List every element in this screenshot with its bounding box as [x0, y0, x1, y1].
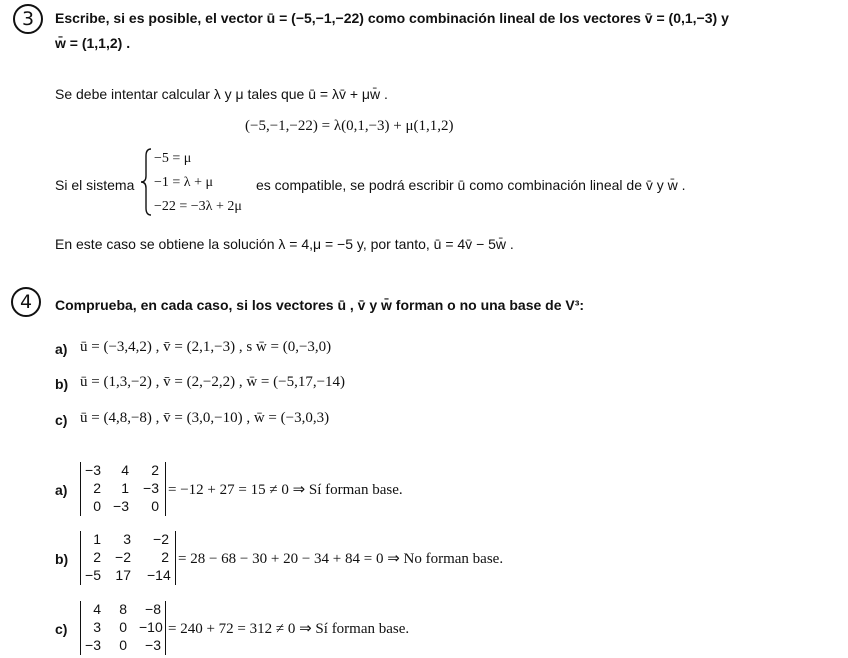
- det-b-cell: 3: [123, 531, 131, 547]
- det-c-cell: −10: [139, 619, 163, 635]
- ex3-equation-center: (−5,−1,−22) = λ(0,1,−3) + μ(1,1,2): [245, 118, 454, 134]
- det-a-cell: −3: [143, 480, 159, 496]
- det-b-cell: 1: [93, 531, 101, 547]
- det-b-label: b): [55, 551, 69, 567]
- det-a-cell: 0: [151, 498, 159, 514]
- det-a-label: a): [55, 482, 68, 498]
- det-c-cell: 3: [93, 619, 101, 635]
- ex4-item-c-label: c): [55, 412, 68, 428]
- det-b-cell: −14: [147, 567, 171, 583]
- system-brace-icon: [140, 148, 152, 216]
- system-line-2: −1 = λ + μ: [154, 175, 213, 190]
- ex4-statement: Comprueba, en cada caso, si los vectores ū , v̄ y w̄ forman o no una base de V³:: [55, 297, 585, 313]
- det-b-cell: 2: [93, 549, 101, 565]
- det-c-cell: −3: [85, 637, 101, 653]
- det-b-cell: 2: [161, 549, 169, 565]
- ex3-statement-line1: Escribe, si es posible, el vector ū = (−5,−1,−22) como combinación lineal de los vectores v̄ = (0,1,−3) y: [55, 10, 729, 26]
- det-c-result: = 240 + 72 = 312 ≠ 0 ⇒ Sí forman base.: [168, 621, 410, 637]
- det-c-label: c): [55, 621, 68, 637]
- det-c-cell: 8: [119, 601, 127, 617]
- det-c-cell: 4: [93, 601, 101, 617]
- det-a-cell: 2: [151, 462, 159, 478]
- det-b-cell: −2: [153, 531, 169, 547]
- det-c-matrix: [80, 601, 166, 655]
- det-a-cell: 0: [93, 498, 101, 514]
- det-a-cell: −3: [85, 462, 101, 478]
- ex3-system-prefix: Si el sistema: [55, 177, 135, 193]
- det-a-cell: 2: [93, 480, 101, 496]
- det-a-cell: −3: [113, 498, 129, 514]
- ex3-system-suffix: es compatible, se podrá escribir ū como combinación lineal de v̄ y w̄ .: [256, 177, 686, 193]
- system-line-3: −22 = −3λ + 2μ: [154, 199, 242, 214]
- det-b-matrix: [80, 531, 176, 585]
- det-c-cell: 0: [119, 637, 127, 653]
- exercise-number-4: [11, 287, 41, 317]
- ex4-item-b-text: ū = (1,3,−2) , v̄ = (2,−2,2) , w̄ = (−5,17,−14): [80, 374, 346, 390]
- exercise-number-text: 4: [19, 291, 33, 313]
- det-a-matrix: [80, 462, 166, 516]
- det-b-cell: −2: [115, 549, 131, 565]
- ex3-conclusion: En este caso se obtiene la solución λ = 4,μ = −5 y, por tanto, ū = 4v̄ − 5w̄ .: [55, 236, 514, 252]
- det-b-cell: −5: [85, 567, 101, 583]
- ex4-item-c-text: ū = (4,8,−8) , v̄ = (3,0,−10) , w̄ = (−3,0,3): [80, 410, 330, 426]
- system-line-1: −5 = μ: [154, 151, 192, 166]
- det-c-cell: −3: [145, 637, 161, 653]
- ex3-statement-line2: w̄ = (1,1,2) .: [55, 35, 131, 51]
- det-a-result: = −12 + 27 = 15 ≠ 0 ⇒ Sí forman base.: [168, 482, 403, 498]
- ex3-paragraph-intro: Se debe intentar calcular λ y μ tales que ū = λv̄ + μw̄ .: [55, 86, 388, 102]
- det-a-cell: 4: [121, 462, 129, 478]
- det-a-cell: 1: [121, 480, 129, 496]
- ex4-item-a-text: ū = (−3,4,2) , v̄ = (2,1,−3) , s w̄ = (0,−3,0): [80, 339, 332, 355]
- det-c-cell: −8: [145, 601, 161, 617]
- det-b-result: = 28 − 68 − 30 + 20 − 34 + 84 = 0 ⇒ No forman base.: [178, 551, 504, 567]
- det-b-cell: 17: [115, 567, 131, 583]
- ex4-item-a-label: a): [55, 341, 68, 357]
- det-c-cell: 0: [119, 619, 127, 635]
- ex4-item-b-label: b): [55, 376, 69, 392]
- exercise-number-text: 3: [21, 8, 35, 30]
- exercise-number-3: [13, 4, 43, 34]
